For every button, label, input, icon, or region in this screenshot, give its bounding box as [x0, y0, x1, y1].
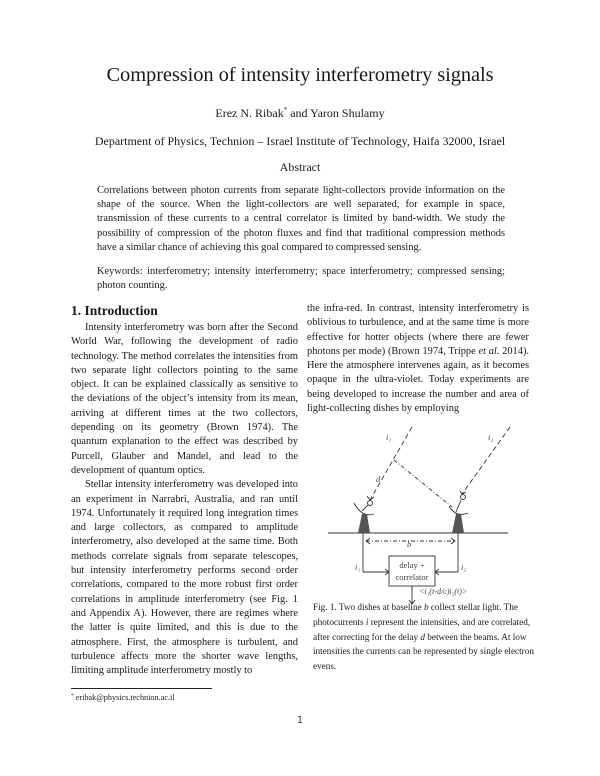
caption-italic-d: d [420, 631, 425, 642]
box-label-line1: delay + [399, 560, 425, 570]
label-delay-d: d [376, 474, 381, 484]
caption-italic-b: b [423, 602, 429, 612]
footnote-mark: * [71, 693, 74, 699]
section-heading-introduction: 1. Introduction [71, 303, 158, 318]
starlight-beam-2 [462, 427, 510, 494]
box-label-line2: correlator [395, 572, 429, 582]
paragraph-text: 2014). Here the atmosphere intervenes again, as it becomes opaque in the ultra-violet. Today experiments are being developed to increase the number and area of light-collecting dishes by employing [307, 345, 530, 415]
abstract-heading: Abstract [279, 160, 321, 174]
abstract-text: Correlations between photon currents from separate light-collectors provide information on the shape of the source. When the light-collectors are well separated, for example in space, transmission of these currents to a central correlator is limited by band-width. We study the possibility of compression of the photon fluxes and find that traditional compression methods have a similar chance of achieving this goal compared to compressed sensing. [97, 185, 505, 253]
paper-title: Compression of intensity interferometry signals [106, 64, 494, 86]
paragraph-text: the infra-red. In contrast, intensity interferometry is oblivious to turbulence, and at the same time is more effective for hotter objects (where there are fewer photons per mode) (Brown 1974, Trippe [307, 303, 529, 357]
label-i2-beam: i₂ [488, 432, 494, 442]
caption-text: collect stellar light. The photocurrents [313, 602, 518, 627]
caption-text: Fig. 1. Two dishes at baseline [313, 602, 424, 612]
left-column [71, 321, 298, 678]
output-expression: <i₁(t-d/c)i₂(t)> [419, 587, 468, 596]
footnote-rule [71, 688, 212, 689]
author-connector: and [287, 106, 311, 120]
figure-1-caption [313, 600, 535, 674]
page-number: 1 [296, 715, 304, 726]
right-column [307, 302, 529, 416]
label-i1-current: i₁ [355, 562, 361, 572]
dish-base-2 [452, 514, 464, 533]
caption-italic-i: i [365, 616, 369, 627]
keywords: Keywords: interferometry; intensity interferometry; space interferometry; compressed sensing; photon counting. [97, 266, 505, 292]
paragraph: Intensity interferometry was born after the Second World War, following the development of radio technology. The method correlates the intensities from two separate light collectors pointing to the same object. It can be explained classically as sensitive to the deviations of the object’s intensity from its mean, arriving at different times at the two collectors, depending on its geometry (Brown 1974). The quantum explanation to the effect was described by Purcell, Glauber and Mandel, and lead to the development of quantum optics. [71, 322, 298, 476]
label-baseline-b: b [407, 539, 412, 549]
footnote-email[interactable]: eribak@physics.technion.ac.il [73, 693, 175, 702]
dish-base-1 [358, 514, 370, 533]
author-1: Erez N. Ribak [215, 106, 284, 120]
figure-1-diagram [310, 410, 540, 590]
author-line [0, 106, 600, 121]
caption-text: represent the intensities, and are correlated, after correcting for the delay [313, 616, 531, 642]
label-i1-beam: i₁ [386, 432, 392, 442]
caption-text: between the beams. At low intensities the currents can be represented by single electron evens. [313, 631, 534, 672]
wavefront-line [394, 460, 452, 507]
footnote [71, 693, 175, 702]
label-i2-current: i₂ [461, 562, 467, 572]
author-2: Yaron Shulamy [310, 106, 385, 120]
affiliation: Department of Physics, Technion – Israel Institute of Technology, Haifa 32000, Israel [94, 134, 506, 148]
author-footnote-mark: * [283, 106, 288, 114]
paragraph-continued [307, 302, 529, 416]
italic-et-al: et al. [478, 345, 500, 357]
paragraph: Stellar intensity interferometry was developed into an experiment in Narrabri, Australia, and ran until 1974. Unfortunately it required long integration times and large collectors, as compared to amplitude interferometry, also developed at the same time. Both methods correlate signals from separate telescopes, but intensity interferometry performs second order correlations, compared to the more robust first order correlations in amplitude interferometry (see Fig. 1 and Appendix A). However, there are regimes where the latter is quite limited, and this is due to the atmosphere. First, the atmosphere is turbulent, and turbulence affects more the shorter wave lengths, limiting amplitude interferometry mostly to [71, 479, 298, 677]
